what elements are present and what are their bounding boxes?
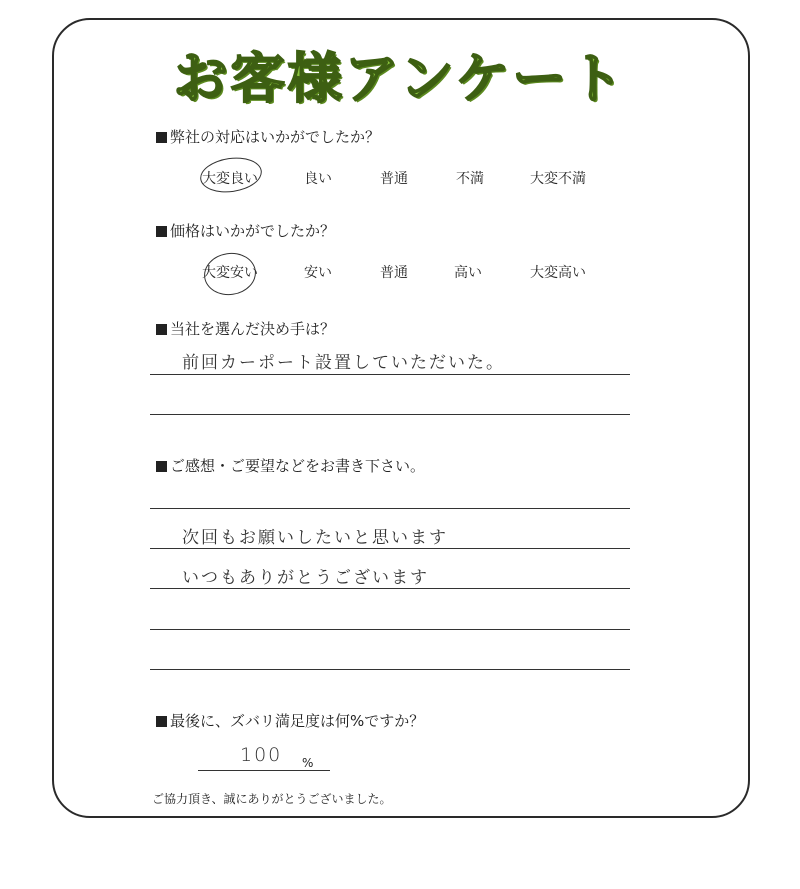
q2-option[interactable]: 大変安い [202, 265, 258, 281]
answer-line [150, 508, 630, 509]
survey-title: お客様アンケート [173, 47, 627, 110]
answer-line [150, 374, 630, 375]
question-2-text: 価格はいかがでしたか？ [170, 222, 336, 240]
question-5-text: 最後に、ズバリ満足度は何%ですか？ [170, 712, 425, 730]
square-bullet-icon [156, 132, 167, 143]
question-1 [156, 126, 380, 147]
q4-handwritten-answer-1: 次回もお願いしたいと思います [182, 528, 448, 548]
q2-option[interactable]: 高い [454, 265, 482, 281]
answer-line [150, 669, 630, 670]
q1-option[interactable]: 不満 [456, 171, 484, 187]
question-4-text: ご感想・ご要望などをお書き下さい。 [170, 457, 426, 475]
q4-handwritten-answer-2: いつもありがとうございます [182, 568, 429, 588]
question-5 [156, 710, 424, 731]
q1-option[interactable]: 普通 [380, 171, 408, 187]
answer-line [150, 629, 630, 630]
q3-handwritten-answer: 前回カーポート設置していただいた。 [182, 353, 505, 373]
square-bullet-icon [156, 716, 167, 727]
question-3 [156, 318, 335, 339]
square-bullet-icon [156, 324, 167, 335]
percent-unit: % [302, 756, 314, 770]
q1-option[interactable]: 大変良い [202, 171, 258, 187]
question-3-text: 当社を選んだ決め手は？ [170, 320, 336, 338]
answer-line [150, 548, 630, 549]
satisfaction-value: 100 [240, 744, 283, 766]
question-2 [156, 220, 335, 241]
square-bullet-icon [156, 461, 167, 472]
answer-line [150, 414, 630, 415]
thank-you-footer: ご協力頂き、誠にありがとうございました。 [152, 792, 392, 806]
square-bullet-icon [156, 226, 167, 237]
percent-line [198, 770, 330, 771]
question-4 [156, 455, 425, 476]
q1-option[interactable]: 大変不満 [530, 171, 586, 187]
q2-option[interactable]: 普通 [380, 265, 408, 281]
q2-option[interactable]: 安い [304, 265, 332, 281]
q1-option[interactable]: 良い [304, 171, 332, 187]
question-1-text: 弊社の対応はいかがでしたか？ [170, 128, 381, 146]
q2-option[interactable]: 大変高い [530, 265, 586, 281]
answer-line [150, 588, 630, 589]
